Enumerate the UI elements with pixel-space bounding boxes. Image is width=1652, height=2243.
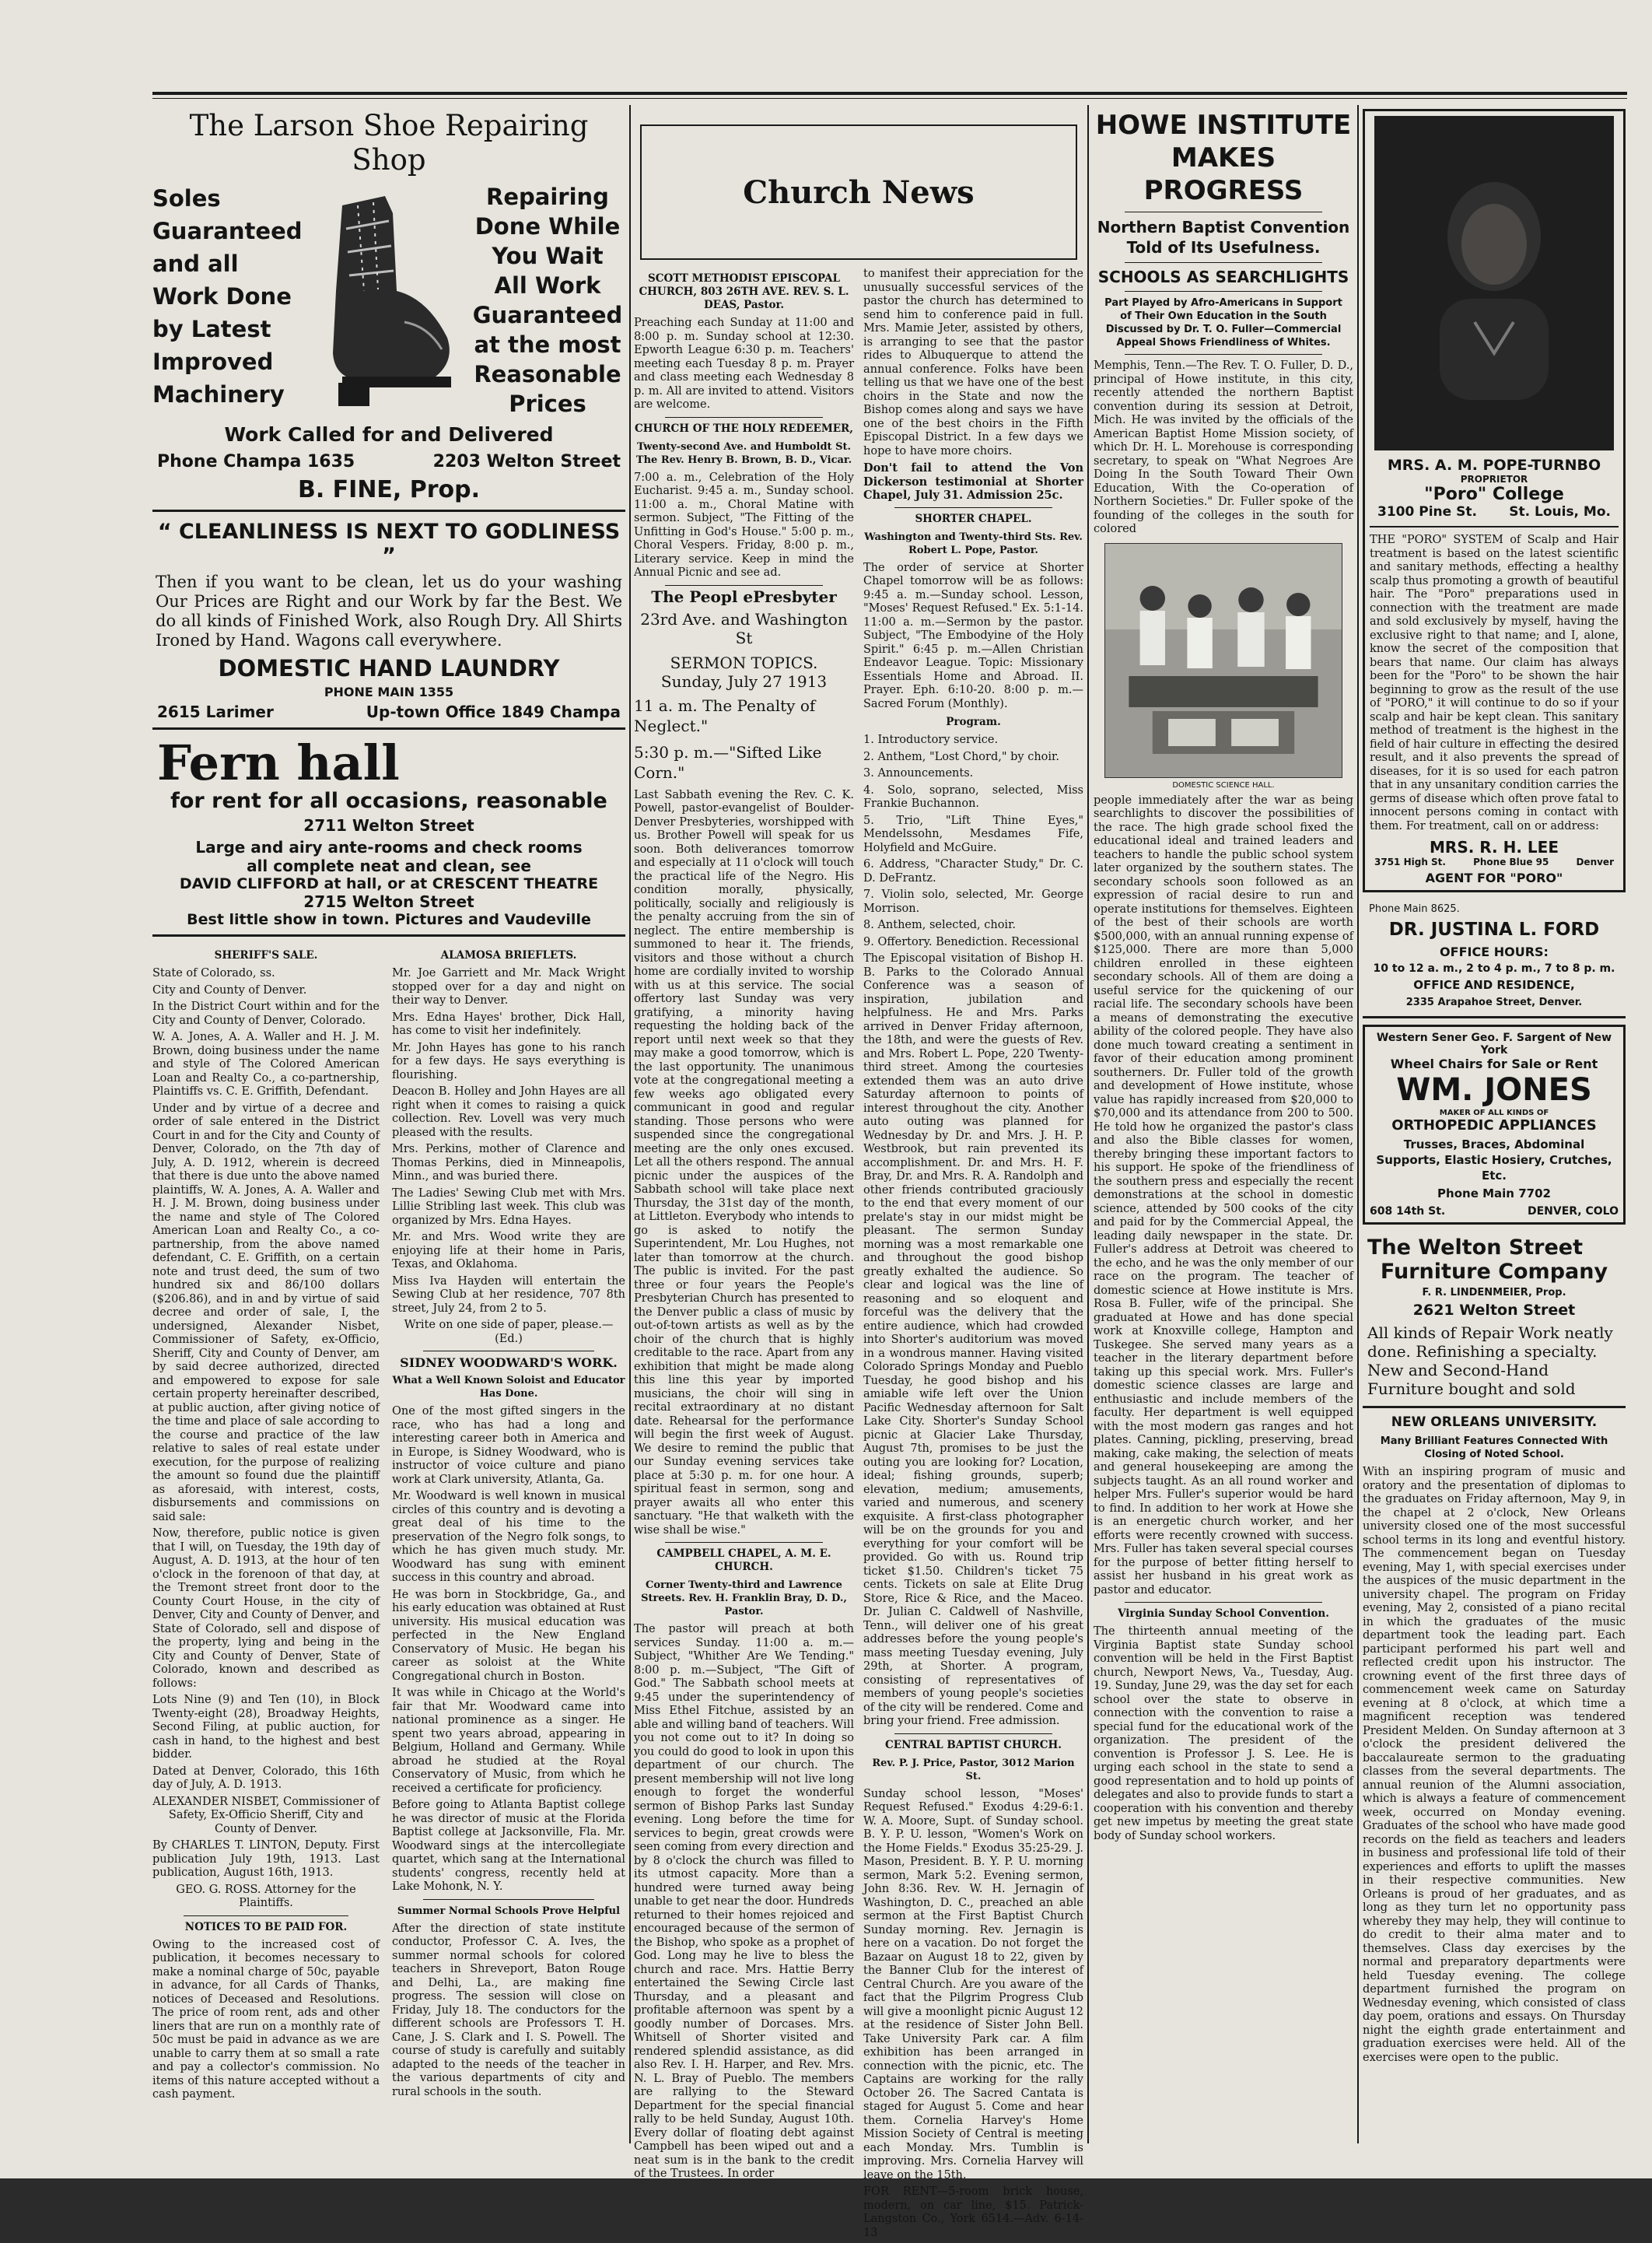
poro-address: 3100 Pine St. <box>1377 504 1477 520</box>
poro-ad: MRS. A. M. POPE-TURNBO PROPRIETOR "Poro" College 3100 Pine St. St. Louis, Mo. THE "PORO" SYSTEM of Scalp and Hair treatment is based on the latest scientific and sanitary methods, effecting a healthy scalp thus promoting a growth of beautiful hair. The "Poro" preparations used in connection with the treatment are made and sold exclusively by myself, having the exclusive right to that name; and I, alone, know the secret of the composition that bears that name. Our claim has always been for the "Poro" to be shown the hair beginning to grow as the result of the use of "PORO," it will continue to do so if your scalp and hair be kept clean. This sanitary method of treatment is the highest in the field of hair culture in effecting the desired result, and it also prevents the spread of diseases, for it is so used for each patron that in any unsanitary condition carries the germs of disease which often prove fatal to innocent persons coming in contact with them. For treatment, call on or address: MRS. R. H. LEE 3751 High St. Phone Blue 95 Denver AGENT FOR "PORO" <box>1363 109 1626 892</box>
notices-head: NOTICES TO BE PAID FOR. <box>184 1920 348 1933</box>
holy-head: CHURCH OF THE HOLY REDEEMER, <box>635 422 853 435</box>
sidney-head: SIDNEY WOODWARD'S WORK. <box>400 1355 618 1370</box>
poro-role: PROPRIETOR <box>1460 474 1528 485</box>
alamosa-head: ALAMOSA BRIEFLETS. <box>440 949 577 962</box>
fern-line-3: all complete neat and clean, see <box>247 857 531 875</box>
larson-prop: B. FINE, Prop. <box>297 476 481 503</box>
poro-agent-name: MRS. R. H. LEE <box>1430 838 1559 857</box>
church-news-title: Church News <box>743 173 975 211</box>
ford-name: DR. JUSTINA L. FORD <box>1388 920 1600 940</box>
howe-title-2: MAKES PROGRESS <box>1143 142 1304 206</box>
church-right-column: to manifest their appreciation for the unusually successful services of the pastor the church has determined to send him to conference paid in full. Mrs. Mamie Jeter, assisted by others, is arranging to see that the pastor rides to Albuquerque to attend the annual conference. Folks have been telling us that we have one of the best choirs in the State and now the Bishop comes along and says we have one of the best choirs in the Fifth Episcopal District. In a few days we hope to have more choirs. Don't fail to attend the Von Dickerson testimonial at Shorter Chapel, July 31. Admission 25c. SHORTER CHAPEL. Washington and Twenty-third Sts. Rev. Robert L. Pope, Pastor. The order of service at Shorter Chapel tomorrow will be as follows: 9:45 a. m.—Sunday school. Lesson, "Moses' Request Refused." Ex. 5:1-14. 11:00 a. m.—Sermon by the pastor. Subject, "The Embodyine of the Holy Spirit." 6:45 p. m.—Allen Christian Endeavor League. Topic: Missionary Essentials Home and Abroad. II. Prayer. Eph. 6:10-20. 8:00 p. m.—Sacred Forum (Monthly). Program. 1. Introductory service. 2. Anthem, "Lost Chord," by choir. 3. Announcements. 4. Solo, soprano, selected, Miss Frankie Buchannon. 5. Trio, "Lift Thine Eyes," Mendelssohn, Mesdames Fife, Holyfield and McGuire. 6. Address, "Character Study," Dr. C. D. DeFrantz. 7. Violin solo, selected, Mr. George Morrison. 8. Anthem, selected, choir. 9. Offertory. Benediction. Recessional The Episcopal visitation of Bishop H. B. Parks to the Colorado Annual Conference was a season of inspiration, jubilation and helpfulness. He and Mrs. Parks arrived in Denver Friday afternoon, the 18th, and were the guests of Rev. and Mrs. Robert L. Pope, 220 Twenty-third street. Among the courtesies extended them was an auto drive Saturday afternoon to points of interest throughout the city. Another auto outing was planned for Wednesday by Dr. and Mrs. J. H. P. Westbrook, but rain prevented its accomplishment. Dr. and Mrs. H. F. Bray, Dr. and Mrs. R. A. Randolph and other friends contributed graciously to the end that every moment of our prelate's stay in our midst might be pleasant. The sermon Sunday morning was a most remarkable one and throughout the good bishop greatly exhalted the audience. So clear and logical was the line of reasoning and so eloquent and forceful was the delivery that the entire audience, which had crowded into Shorter's auditorium was moved in a wondrous manner. Having visited Colorado Springs Monday and Pueblo Tuesday, he good bishop and his amiable wife left over the Union Pacific Wednesday afternoon for Salt Lake City. Shorter's Sunday School picnic at Glacier Lake Thursday, August 7th, promises to be just the outing you are looking for? Location, ideal; fishing grounds, superb; elevation, medium; amusements, varied and numerous, and scenery exquisite. A first-class photographer will be on the grounds for you and everything for your comfort will be provided. Go with us. Round trip ticket $1.50. Children's ticket 75 cents. Tickets on sale at Elite Drug Store, Rice & Rice, and the Maceo. Dr. Julian C. Caldwell of Nashville, Tenn., will deliver one of his great addresses before the young people's mass meeting Tuesday evening, July 29th, at Shorter. A program, consisting of representatives of members of young people's societies of the city will be rendered. Come and bring your friend. Free admission. CENTRAL BAPTIST CHURCH. Rev. P. J. Price, Pastor, 3012 Marion St. Sunday school lesson, "Moses' Request Refused." Exodus 4:29-6:1. W. A. Moore, Supt. of Sunday school. B. Y. P. U. lesson, "Women's Work on the Home Fields." Exodus 35:25-29. J. Mason, President. B. Y. P. U. morning sermon, Mark 5:2. Evening sermon, John 8:36. Rev. W. H. Jernagin of Washington, D. C., preached an able sermon at the First Baptist Church Sunday morning. Rev. Jernagin is here on a vacation. Do not forget the Bazaar on August 18 to 22, given by the Banner Club for the interest of Central Church. Are you aware of the fact that the Pilgrim Progress Club will give a moonlight picnic August 12 at the residence of Sister John Bell. Take University Park car. A film exhibition has been arranged in connection with the picnic, etc. The Captains are working for the rally October 26. The Sacred Cantata is staged for August 5. Come and hear them. Cornelia Harvey's Home Mission Society of Central is meeting each Monday. Mrs. Tumblin is improving. Mrs. Cornelia Harvey will leave on the 15th. FOR RENT—5-room brick house, modern, on car line, $15. Patrick-Langston Co., York 6514.—Adv. 6-14-13 <box>863 268 1083 2239</box>
poro-text: THE "PORO" SYSTEM of Scalp and Hair treatment is based on the latest scientific and sanitary methods, effecting a healthy scalp thus promoting a growth of beautiful hair. The "Poro" preparations used in connection with the treatment are made and sold exclusively by myself, having the exclusive right to that name; and I, alone, know the secret of the composition that bears that name. Our claim has always been for the "Poro" to be shown the hair beginning to grow as the result of the use of "PORO," it will continue to do so if your scalp and hair be kept clean. This sanitary method of treatment is the highest in the field of hair culture in effecting the desired result, and it also prevents the spread of diseases, for it is so used for each patron that in any unsanitary condition carries the germs of disease which often prove fatal to innocent persons coming in contact with them. For treatment, call on or address: <box>1370 534 1619 832</box>
howe-sub-2: SCHOOLS AS SEARCHLIGHTS <box>1097 268 1349 286</box>
alamosa-column: ALAMOSA BRIEFLETS. Mr. Joe Garriett and Mr. Mack Wright stopped over for a day and night on their way to Denver. Mrs. Edna Hayes' brother, Dick Hall, has come to visit her indefinitely. Mr. John Hayes has gone to his ranch for a few days. He says everything is flourishing. Deacon B. Holley and John Hayes are all right when it comes to raising a quick collection. Rev. Lovell was very much pleased with the results. Mrs. Perkins, mother of Clarence and Thomas Perkins, died in Minneapolis, Minn., and was buried there. The Ladies' Sewing Club met with Mrs. Lillie Stribling last week. This club was organized by Mrs. Edna Hayes. Mr. and Mrs. Wood write they are enjoying life at their home in Paris, Texas, and Oklahoma. Miss Iva Hayden will entertain the Sewing Club at her residence, 707 8th street, July 24, from 2 to 5. Write on one side of paper, please.—(Ed.) SIDNEY WOODWARD'S WORK. What a Well Known Soloist and Educator Has Done. One of the most gifted singers in the race, who has had a long and interesting career both in America and in Europe, is Sidney Woodward, who is instructor of voice culture and piano work at Clark university, Atlanta, Ga. Mr. Woodward is well known in musical circles of this country and is devoting a great deal of his time to the preservation of the Negro folk songs, to which he has given much study. Mr. Woodward has sung with eminent success in this country and abroad. He was born in Stockbridge, Ga., and his early education was obtained at Rust university. His musical education was perfected in the New England Conservatory of Music. He began his career as soloist at the White Congregational church in Boston. It was while in Chicago at the World's fair that Mr. Woodward came into national prominence as a singer. He spent two years abroad, appearing in Belgium, Holland and Germany. While abroad he studied at the Royal Conservatory of Music, from which he received a certificate for proficiency. Before going to Atlanta Baptist college he was director of music at the Florida Baptist college at Jacksonville, Fla. Mr. Woodward sings at the intercollegiate quartet, which sang at the International students' congress, recently held at Lake Mohonk, N. Y. Summer Normal Schools Prove Helpful After the direction of state institute conductor, Professor C. A. Ives, the summer normal schools for colored teachers in Shreveport, Baton Rouge and Delhi, La., are making fine progress. The session will close on Friday, July 18. The conductors for the different schools are Professors T. H. Cane, J. S. Clark and I. S. Powell. The course of study is carefully and suitably adapted to the needs of the teacher in the various departments of city and rural schools in the south. <box>392 949 625 2098</box>
shorter-head: SHORTER CHAPEL. <box>915 512 1032 525</box>
for-rent-ad: FOR RENT—5-room brick house, modern, on car line, $15. Patrick-Langston Co., York 6514.—Adv. 6-14-13 <box>863 2185 1083 2239</box>
presbyter-head: The Peopl ePresbyter <box>651 587 837 606</box>
column-rule-3 <box>1357 105 1359 2143</box>
column-2 <box>634 109 1083 2243</box>
sheriff-head: SHERIFF'S SALE. <box>214 949 318 962</box>
larson-address: 2203 Welton Street <box>432 452 621 471</box>
jones-ad: Western Sener Geo. F. Sargent of New York Wheel Chairs for Sale or Rent WM. JONES MAKER OF ALL KINDS OF ORTHOPEDIC APPLIANCES Trusses, Braces, Abdominal Supports, Elastic Hosiery, Crutches, Etc. Phone Main 7702 608 14th St. DENVER, COLO <box>1363 1025 1626 1225</box>
laundry-address-right: Up-town Office 1849 Champa <box>366 703 621 721</box>
ford-ad: Phone Main 8625. DR. JUSTINA L. FORD OFFICE HOURS: 10 to 12 a. m., 2 to 4 p. m., 7 to 8 p. m. OFFICE AND RESIDENCE, 2335 Arapahoe Street, Denver. <box>1363 900 1626 1018</box>
fern-line-1: for rent for all occasions, reasonable <box>170 789 607 813</box>
top-rule <box>152 92 1627 95</box>
church-left-column: SCOTT METHODIST EPISCOPAL CHURCH, 803 26TH AVE. REV. S. L. DEAS, Pastor. Preaching each Sunday at 11:00 and 8:00 p. m. Sunday school at 12:30. Epworth League 6:30 p. m. Teachers' meeting each Tuesday 8 p. m. Prayer and class meeting each Wednesday 8 p. m. All are invited to attend. Visitors are welcome. CHURCH OF THE HOLY REDEEMER, Twenty-second Ave. and Humboldt St. The Rev. Henry B. Brown, B. D., Vicar. 7:00 a. m., Celebration of the Holy Eucharist. 9:45 a. m., Sunday school. 11:00 a. m., Choral Matine with sermon. Subject, "The Fitting of the Unfitting in God's House." 5:00 p. m., Choral Vespers. Friday, 8:00 p. m., Literary service. Keep in mind the Annual Picnic and see ad. The Peopl ePresbyter 23rd Ave. and Washington St SERMON TOPICS. Sunday, July 27 1913 11 a. m. The Penalty of Neglect." 5:30 p. m.—"Sifted Like Corn." Last Sabbath evening the Rev. C. K. Powell, pastor-evangelist of Boulder-Denver Presbyteries, worshipped with us. Brother Powell will speak for us soon. Both deliverances tomorrow and especially at 11 o'clock will touch the practical life of the Negro. His condition morally, physically, politically, socially and religiously is the penalty accruing from the sin of neglect. The entire membership is summoned to hear it. The friends, visitors and those without a church home are cordially invited to worship with us at this service. The social offertory last Sunday was very gratifying, a minority having requesting the holding back of the report until next week so that they may make a good tomorrow, which is the last opportunity. The unanimous vote at the congregational meeting a few weeks ago obligated every communicant in good and regular standing. Those persons who were suspended since the congregational meeting are the only ones excused. Let all the others respond. The annual picnic under the auspices of the Sabbath school will take place next Thursday, the 31st day of the month, at Littleton. Everybody who intends to go is asked to notify the Superintendent, Mr. Lou Hughes, not later than tomorrow at the church. The public is invited. For the past three or four years the People's Presbyterian Church has presented to the Denver public a class of music by out-of-town artists as well as by the choir of the church that is highly creditable to the race. Apart from any exhibition that might be made along this line this year by imported musicians, the choir will sing in recital extraordinary at no distant date. Rehearsal for the performance will begin the first week of August. We desire to remind the public that our Sunday evening services take place at 5:30 p. m. for one hour. A spiritual feast in sermon, song and prayer awaits all who enter this sanctuary. "He that walketh with the wise shall be wise." CAMPBELL CHAPEL, A. M. E. CHURCH. Corner Twenty-third and Lawrence Streets. Rev. H. Franklin Bray, D. D., Pastor. The pastor will preach at both services Sunday. 11:00 a. m.—Subject, "Whither Are We Tending." 8:00 p. m.—Subject, "The Gift of God." The Sabbath school meets at 9:45 under the superintendency of Miss Ethel Fitchue, assisted by an able and willing band of teachers. Will you not come out to it? In doing so you could do good to look in upon this department of our church. The present membership will not live long enough to forget the wonderful sermon of Bishop Parks last Sunday evening. Long before the time for services to begin, great crowds were seen coming from every direction and by 8 o'clock the church was filled to its utmost capacity. More than a hundred were turned away being unable to get near the door. Hundreds returned to their homes rejoiced and encouraged because of the sermon of the Bishop, who spoke as a prophet of God. Long may he live to bless the church and race. Mrs. Hattie Berry entertained the Sewing Circle last Thursday, and a pleasant and profitable afternoon was spent by a goodly number of Dorcases. Mrs. Whitsell of Shorter visited and rendered splendid assistance, as did also Rev. I. H. Harper, and Rev. Mrs. N. L. Bray of Pueblo. The members are rallying to the Steward Department for the special financial rally to be held Sunday, August 10th. Every dollar of floating debt against Campbell has been wiped out and a neat sum is in the bank to the credit of the Trustees. In order <box>634 272 854 2180</box>
welton-title-2: Furniture Company <box>1380 1260 1608 1284</box>
column-rule-1 <box>629 105 631 2143</box>
church-news-banner <box>640 124 1077 260</box>
fern-line-2: Large and airy ante-rooms and check rooms <box>195 838 583 857</box>
larson-left-text: Soles Guaranteed and all Work Done by Latest Improved Machinery <box>152 185 303 408</box>
fern-hall-title: Fern hall <box>157 734 400 791</box>
laundry-address-left: 2615 Larimer <box>157 703 274 721</box>
poro-city: St. Louis, Mo. <box>1509 504 1611 520</box>
laundry-headline: “ CLEANLINESS IS NEXT TO GODLINESS ” <box>157 520 621 568</box>
laundry-phone: PHONE MAIN 1355 <box>324 685 454 699</box>
larson-phone: Phone Champa 1635 <box>157 452 355 471</box>
poro-agent-role: AGENT FOR "PORO" <box>1425 871 1563 885</box>
scott-head: SCOTT METHODIST EPISCOPAL CHURCH, 803 26TH AVE. REV. S. L. DEAS, Pastor. <box>639 272 849 311</box>
notices-text: Owing to the increased cost of publication, it becomes necessary to make a nominal charge of 50c, payable in advance, for all Cards of Thanks, notices of Deceased and Resolutions. The price of room rent, ads and other liners that are run on a monthly rate of 50c must be paid in advance as we are unable to carry them at so small a rate and pay a collector's commission. No items of this nature accepted without a cash payment. <box>152 1938 380 2101</box>
virginia-head: Virginia Sunday School Convention. <box>1118 1607 1329 1620</box>
column-1 <box>152 109 625 2105</box>
howe-sub-1: Northern Baptist Convention Told of Its Usefulness. <box>1097 218 1350 257</box>
shoe-illustration <box>311 182 459 415</box>
laundry-name: DOMESTIC HAND LAUNDRY <box>218 655 560 682</box>
larson-called-for: Work Called for and Delivered <box>224 423 554 446</box>
sheriff-sale-column: SHERIFF'S SALE. State of Colorado, ss. City and County of Denver. In the District Court within and for the City and County of Denver, Colorado. W. A. Jones, A. A. Waller and H. J. M. Brown, doing business under the name and style of The Colored American Loan and Realty Co., a co-partnership, Plaintiffs vs. C. E. Griffith, Defendant. Under and by virtue of a decree and order of sale entered in the District Court in and for the City and County of Denver, Colorado, on the 7th day of July, A. D. 1912, wherein is decreed that there is due unto the above named plaintiffs, W. A. Jones, A. A. Waller and H. J. M. Brown, doing business under the name and style of The Colored American Loan and Realty Co., a co-partnership, from the above named defendant, C. E. Griffith, on a certain note and trust deed, the sum of two hundred six and 86/100 dollars ($206.86), and in and by virtue of said decree and order of sale, I, the undersigned, Alexander Nisbet, Commissioner of Safety, ex-Officio, Sheriff, City and County of Denver, am by said decree authorized, directed and empowered to expose for sale certain property hereinafter described, at public auction, after giving notice of the time and place of sale according to the course and practice of the law relative to sales of real estate under execution, for the purpose of realizing the amount so found due the plaintiff as aforesaid, with interest, costs, disbursements and commissions on said sale: Now, therefore, public notice is given that I will, on Tuesday, the 19th day of August, A. D. 1913, at the hour of ten o'clock in the forenoon of that day, at the Tremont street front door to the County Court House, in the city of Denver, City and County of Denver, and State of Colorado, sell and dispose of the property, lying and being in the City and County of Denver, State of Colorado, known and described as follows: Lots Nine (9) and Ten (10), in Block Twenty-eight (28), Broadway Heights, Second Filing, at public auction, for cash in hand, to the highest and best bidder. Dated at Denver, Colorado, this 16th day of July, A. D. 1913. ALEXANDER NISBET, Commissioner of Safety, Ex-Officio Sheriff, City and County of Denver. By CHARLES T. LINTON, Deputy. First publication July 19th, 1913. Last publication, August 16th, 1913. GEO. G. ROSS. Attorney for the Plaintiffs. NOTICES TO BE PAID FOR. Owing to the increased cost of publication, it becomes necessary to make a nominal charge of 50c, payable in advance, for all Cards of Thanks, notices of Deceased and Resolutions. The price of room rent, ads and other liners that are run on a monthly rate of 50c must be paid in advance as we are unable to carry them at so small a rate and pay a collector's commission. No items of this nature accepted without a cash payment. <box>152 949 380 2101</box>
central-head: CENTRAL BAPTIST CHURCH. <box>885 1738 1062 1751</box>
welton-title-1: The Welton Street <box>1367 1235 1584 1260</box>
portrait-icon <box>1409 166 1580 400</box>
poro-name: MRS. A. M. POPE-TURNBO <box>1387 457 1601 474</box>
column-rule-2 <box>1087 105 1089 2143</box>
kitchen-photo-illustration <box>1105 544 1342 777</box>
larson-title: The Larson Shoe Repairing Shop <box>189 109 589 177</box>
photo-caption: DOMESTIC SCIENCE HALL. <box>1172 780 1275 790</box>
laundry-text: Then if you want to be clean, let us do your washing Our Prices are Right and our Work by far the Best. We do all kinds of Finished Work, also Rough Dry. All Shirts Ironed by Hand. Wagons call everywhere. <box>156 573 622 650</box>
jones-name: WM. JONES <box>1396 1072 1592 1108</box>
fern-address-2: 2715 Welton Street <box>303 892 474 911</box>
summer-text: After the direction of state institute conductor, Professor C. A. Ives, the summer normal schools for colored teachers in Shreveport, Baton Rouge and Delhi, La., are making fine progress. The session will close on Friday, July 18. The conductors for the different schools are Professors T. H. Cane, J. S. Clark and I. S. Powell. The course of study is carefully and suitably adapted to the needs of the teacher in the various departments of city and rural schools in the south. <box>392 1922 625 2098</box>
fern-line-4: DAVID CLIFFORD at hall, or at CRESCENT THEATRE <box>179 875 599 892</box>
larson-right-text: Repairing Done While You Wait All Work Guaranteed at the most Reasonable Prices <box>472 184 623 417</box>
laundry-ad <box>152 520 625 730</box>
welton-ad: The Welton Street Furniture Company F. R. LINDENMEIER, Prop. 2621 Welton Street All kinds of Repair Work neatly done. Refinishing a specialty. New and Second-Hand Furniture bought and sold <box>1363 1232 1626 1408</box>
poro-portrait <box>1374 116 1614 450</box>
new-orleans-head: NEW ORLEANS UNIVERSITY. <box>1391 1414 1598 1430</box>
howe-title-1: HOWE INSTITUTE <box>1095 110 1352 141</box>
summer-head: Summer Normal Schools Prove Helpful <box>397 1905 621 1917</box>
fern-line-5: Best little show in town. Pictures and Vaudeville <box>187 911 591 928</box>
campbell-head: CAMPBELL CHAPEL, A. M. E. CHURCH. <box>656 1547 831 1573</box>
top-rule-thin <box>152 98 1627 99</box>
sidney-sub: What a Well Known Soloist and Educator Has Done. <box>392 1375 625 1400</box>
fern-hall-ad <box>152 734 625 937</box>
howe-deck: Part Played by Afro-Americans in Support of Their Own Education in the South Discussed by Dr. T. O. Fuller—Commercial Appeal Shows Friendliness of Whites. <box>1104 297 1342 349</box>
column-4: MRS. A. M. POPE-TURNBO PROPRIETOR "Poro" College 3100 Pine St. St. Louis, Mo. THE "PORO" SYSTEM of Scalp and Hair treatment is based on the latest scientific and sanitary methods, effecting a healthy scalp thus promoting a growth of beautiful hair. The "Poro" preparations used in connection with the treatment are made and sold exclusively by myself, having the exclusive right to that name; and I, alone, know the secret of the composition that bears that name. Our claim has always been for the "Poro" to be shown the hair beginning to grow as the result of the use of "PORO," it will continue to do so if your scalp and hair be kept clean. This sanitary method of treatment is the highest in the field of hair culture in effecting the desired result, and it also prevents the spread of diseases, for it is so used for each patron that in any unsanitary condition carries the germs of disease which often prove fatal to innocent persons coming in contact with them. For treatment, call on or address: MRS. R. H. LEE 3751 High St. Phone Blue 95 Denver AGENT FOR "PORO" Phone Main 8625. DR. JUSTINA L. FORD OFFICE HOURS: 10 to 12 a. m., 2 to 4 p. m., 7 to 8 p. m. OFFICE AND RESIDENCE, 2335 Arapahoe Street, Denver. Western Sener Geo. F. Sargent of New York Wheel Chairs for Sale or Rent WM. JONES MAKER OF ALL KINDS OF ORTHOPEDIC APPLIANCES Trusses, Braces, Abdominal Supports, Elastic Hosiery, Crutches, Etc. Phone Main 7702 608 14th St. DENVER, COLO The Welton Street Furniture Company F. R. LINDENMEIER, Prop. 2621 Welton Street All kinds of Repair Work neatly done. Refinishing a specialty. New and Second-Hand Furniture bought and sold NEW ORLEANS UNIVERSITY. Many Brilliant Features Connected With Closing of Noted School. With an inspiring program of music and oratory and the presentation of diplomas to the graduates on Friday afternoon, May 9, in the chapel at 2 o'clock, New Orleans university closed one of the most successful school terms in its long and eventful history. The commencement began on Tuesday evening, May 1, with special exercises under the auspices of the music department in the university chapel. The program on Friday evening, May 2, consisted of a piano recital in which the graduates of the music department took the leading part. Each participant performed his part well and reflected credit upon his instructor. The crowning event of the first three days of commencement week came on Saturday evening at 8 o'clock, at which time a magnificent reception was tendered President Melden. On Sunday afternoon at 3 o'clock the president delivered the baccalaureate sermon to the graduating classes from the several departments. The annual reunion of the Alumni association, which is always a feature of commencement week, occurred on Monday evening. Graduates of the school who have made good records on the field as teachers and leaders in business and professional life told of their experiences and efforts to uplift the masses in their respective communities. New Orleans is proud of her graduates, and as long as they turn let no opportunity pass whereby they may help, they will continue to do credit to their alma mater and to themselves. Class day exercises by the normal and preparatory departments were held Tuesday evening. The college department furnished the program on Wednesday evening, which consisted of class day poem, orations and essays. On Thursday night the eighth grade entertainment and graduation exercises were held. All of the exercises were open to the public. <box>1363 109 1626 2068</box>
fern-address-1: 2711 Welton Street <box>303 816 474 835</box>
poro-college: "Poro" College <box>1424 485 1564 504</box>
column-3: HOWE INSTITUTE MAKES PROGRESS Northern Baptist Convention Told of Its Usefulness. SCHOOLS AS SEARCHLIGHTS Part Played by Afro-Americans in Support of Their Own Education in the South Discussed by Dr. T. O. Fuller—Commercial Appeal Shows Friendliness of Whites. Memphis, Tenn.—The Rev. T. O. Fuller, D. D., principal of Howe institute, in this city, recently attended the northern Baptist convention during its session at Detroit, Mich. He was invited by the officials of the American Baptist Home Mission society, of which Dr. H. L. Morehouse is corresponding secretary, to speak on "What Negroes Are Doing In the South Toward Their Own Education, With the Co-operation of Northern Societies." Dr. Fuller spoke of the founding of the colleges in the south for colored DOMESTIC SCIENCE HALL. people immediately after the war as being searchlights to discover the possibilities of the race. The high grade school fixed the educational ideal and trained leaders and teachers to handle the public school system later organized by the southern states. The secondary schools soon followed as an expression of racial desire to run and operate institutions for themselves. Eighteen of the best of their schools are worth $500,000, with an annual running expense of $125,000. There are more than 5,000 children enrolled in these eighteen secondary schools. All of them are doing a useful service for the quickening of our racial life. The secondary schools have been a means of demonstrating the executive ability of the colored people. They have also done much toward creating a sentiment in favor of their education among prominent southerners. Dr. Fuller told of the growth and development of Howe institute, whose value has rapidly increased from $20,000 to $70,000 and its attendance from 200 to 500. He told how he organized the pastor's class and also the Bible classes for women, thereby bringing these important factors to his support. He spoke of the friendliness of the southern press and especially the recent demonstrations at the school in domestic science, attended by 500 cooks of the city and paid for by the Commercial Appeal, the leading daily newspaper in the state. Dr. Fuller's address at Detroit was cheered to the echo, and he was the only member of our race on the program. The teacher of domestic science at Howe institute is Mrs. Rosa B. Fuller, wife of the principal. She graduated at Howe and has done special work at Knoxville college, Hampton and Tuskegee. She served many years as a teacher in the literary department before taking up this special work. Mrs. Fuller's domestic science classes are large and enthusiastic and include members of the faculty. Her department is well equipped with the most modern gas ranges and hot plates. Canning, pickling, preserving, bread making, cake making, the selection of meats and general housekeeping are among the subjects taught. As an all round worker and helper Mrs. Fuller's superior would be hard to find. In addition to her work at Howe she is an energetic church worker, and her efforts were recently crowned with success. Mrs. Fuller has taken several special courses for the purpose of better fitting herself to assist her husband in his great work as pastor and educator. Virginia Sunday School Convention. The thirteenth annual meeting of the Virginia Baptist state Sunday school convention will be held in the First Baptist church, Newport News, Va., Tuesday, Aug. 19. Sunday, June 29, was the day set for each school over the state to observe in connection with the convention to raise a special fund for the educational work of the organization. The president of the convention is Professor J. S. Lee. He is urging each school in the state to send a good representation and to hold up points of delegates and also to provide funds to start a cooperation with his convention and thereby get new impetus by meeting the great state body of Sunday school workers. <box>1094 110 1354 1842</box>
domestic-science-photo <box>1104 543 1342 778</box>
larson-ad <box>152 109 625 512</box>
